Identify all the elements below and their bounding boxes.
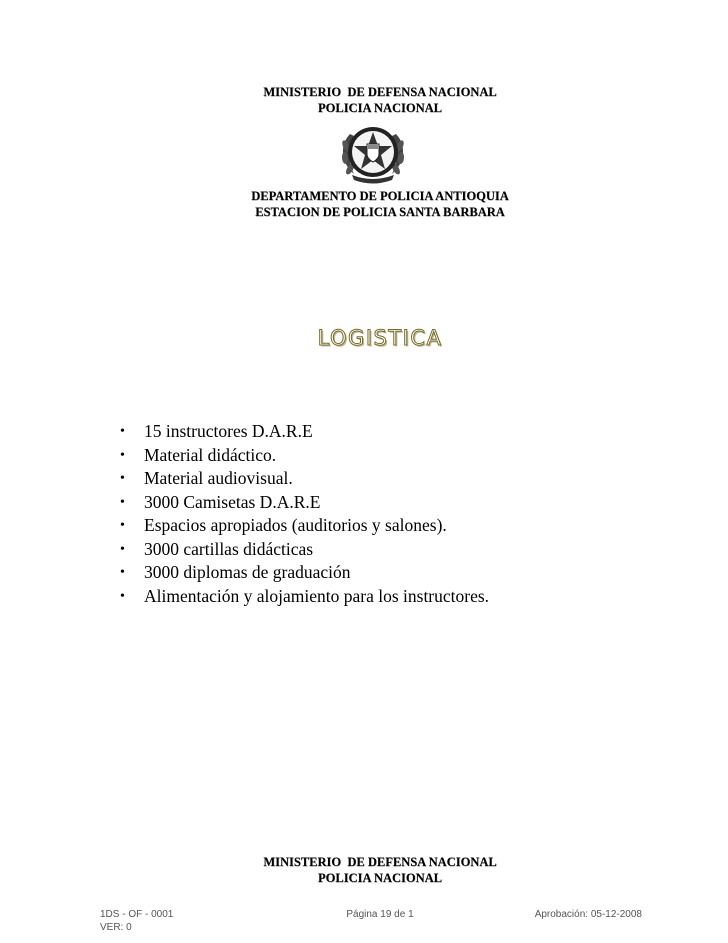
list-item-text: Alimentación y alojamiento para los instructores. <box>144 585 490 606</box>
bullet-icon: • <box>120 588 125 604</box>
approval-date: Aprobación: 05-12-2008 <box>534 909 642 920</box>
footer-ministry-title: MINISTERIO DE DEFENSA NACIONAL <box>263 855 497 869</box>
bullet-icon: • <box>120 541 125 557</box>
list-item-text: 3000 Camisetas D.A.R.E <box>144 491 321 512</box>
footer-header <box>16 854 728 886</box>
bullet-icon: • <box>120 494 125 510</box>
list-item <box>117 467 489 491</box>
ministry-title: MINISTERIO DE DEFENSA NACIONAL <box>263 85 497 99</box>
list-item <box>117 514 489 538</box>
police-emblem-icon <box>338 120 408 184</box>
police-title: POLICIA NACIONAL <box>318 101 442 115</box>
bullet-icon: • <box>120 565 125 580</box>
page-title: LOGISTICA <box>317 326 443 350</box>
bullet-icon: • <box>120 447 125 463</box>
list-item <box>117 561 489 585</box>
department-title: DEPARTAMENTO DE POLICIA ANTIOQUIA <box>251 189 509 203</box>
footer-police-title: POLICIA NACIONAL <box>318 871 442 885</box>
list-item <box>117 444 489 468</box>
bullet-icon: • <box>120 424 125 439</box>
list-item <box>117 538 489 562</box>
list-item <box>117 585 489 609</box>
station-title: ESTACION DE POLICIA SANTA BARBARA <box>255 205 505 219</box>
logistics-list <box>117 420 489 608</box>
bullet-icon: • <box>120 471 125 486</box>
list-item-text: 15 instructores D.A.R.E <box>144 421 313 441</box>
bullet-icon: • <box>120 518 125 533</box>
department-header <box>16 188 728 220</box>
document-version: VER: 0 <box>100 922 132 933</box>
list-item-text: Material didáctico. <box>144 444 277 465</box>
document-code: 1DS - OF - 0001 <box>100 909 174 920</box>
list-item-text: Espacios apropiados (auditorios y salones). <box>144 515 447 535</box>
list-item-text: Material audiovisual. <box>144 468 293 488</box>
list-item-text: 3000 diplomas de graduación <box>144 562 351 582</box>
document-header <box>16 84 728 116</box>
list-item-text: 3000 cartillas didácticas <box>144 538 314 559</box>
list-item <box>117 420 489 444</box>
list-item <box>117 491 489 515</box>
page-number: Página 19 de 1 <box>346 909 414 920</box>
